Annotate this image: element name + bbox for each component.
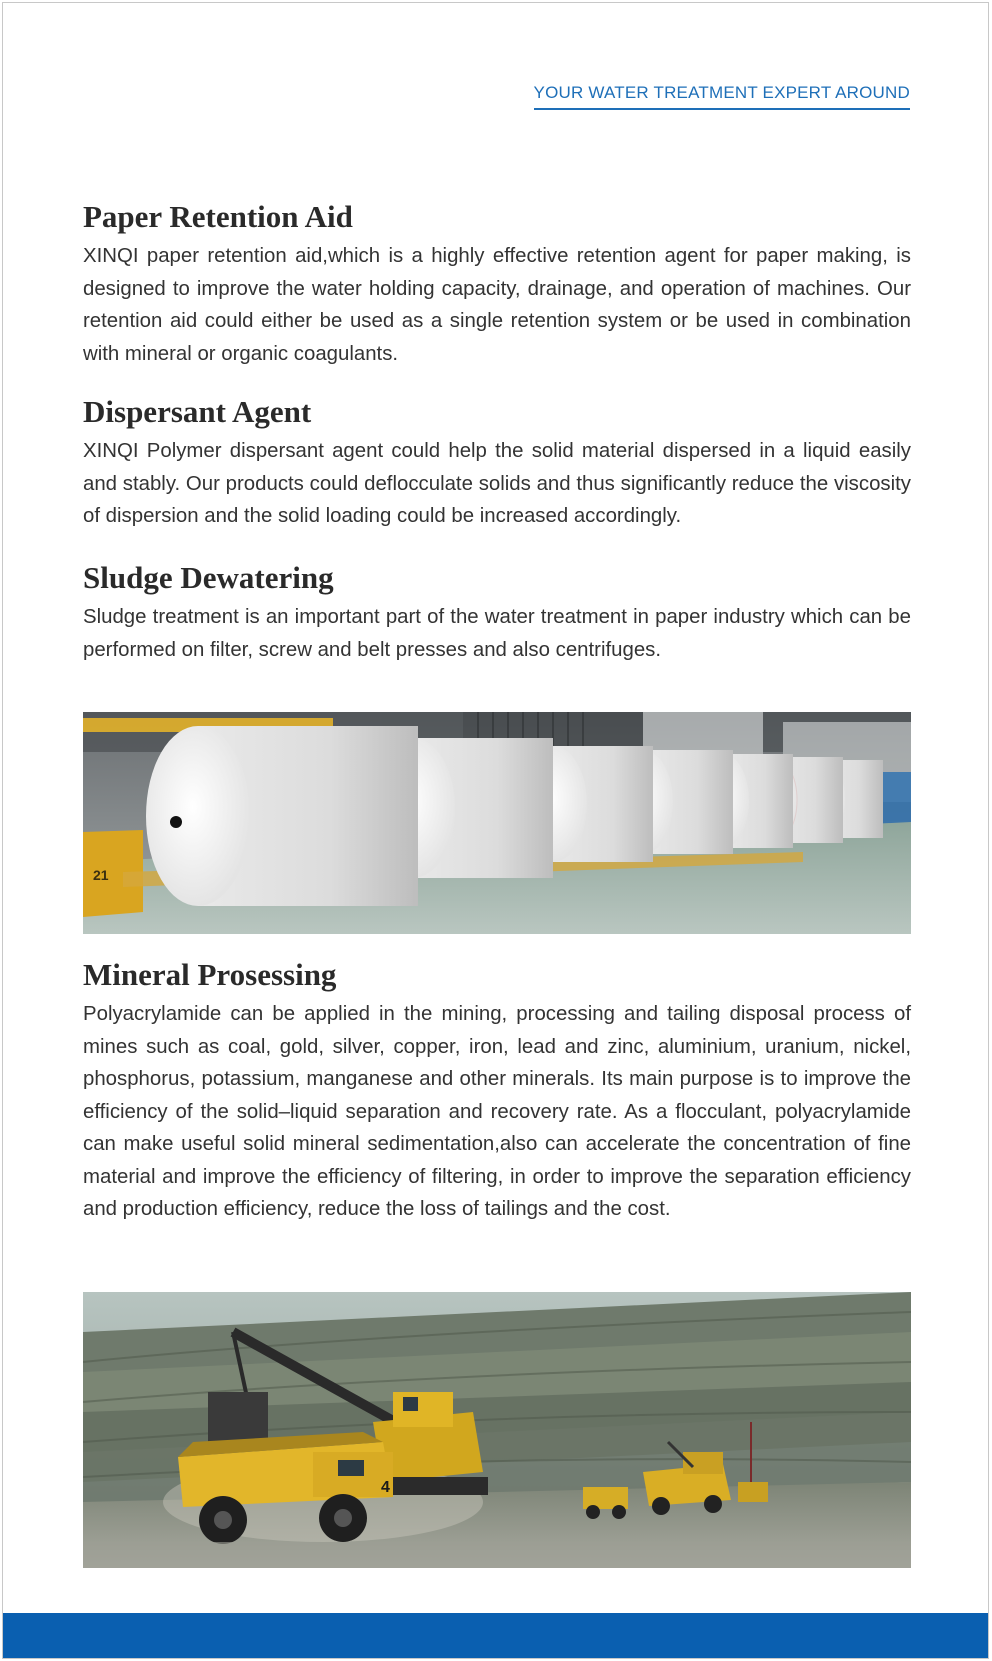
section-title: Sludge Dewatering: [83, 560, 334, 595]
paper-rolls-photo: [83, 712, 911, 934]
section-body: XINQI paper retention aid,which is a highly effective retention agent for paper making, is designed to improve the water holding capacity, drainage, and operation of machines. Our retention aid could either be used as a single retention system or be used in combination with mineral or organic coagulants.: [83, 245, 911, 365]
section-sludge-dewatering: [83, 560, 911, 666]
section-mineral-processing: [83, 957, 911, 1226]
mining-site-photo: [83, 1292, 911, 1568]
section-body: Sludge treatment is an important part of the water treatment in paper industry which can be performed on filter, screw and belt presses and also centrifuges.: [83, 606, 911, 661]
cradle-number: 21: [93, 867, 109, 883]
section-title: Paper Retention Aid: [83, 199, 353, 234]
brochure-page: [2, 2, 989, 1659]
section-title: Dispersant Agent: [83, 394, 312, 429]
section-body: XINQI Polymer dispersant agent could help the solid material dispersed in a liquid easily and stably. Our products could deflocculate solids and thus significantly reduce the viscosity of dispersion and the solid loading could be increased accordingly.: [83, 440, 911, 527]
header-tagline: YOUR WATER TREATMENT EXPERT AROUND: [534, 83, 910, 110]
section-dispersant-agent: [83, 394, 911, 533]
truck-number: 4: [381, 1479, 390, 1496]
section-body: Polyacrylamide can be applied in the mining, processing and tailing disposal process of mines such as coal, gold, silver, copper, iron, lead and zinc, aluminium, uranium, nickel, phosphorus, potassium, manganese and other minerals. Its main purpose is to improve the efficiency of the solid–liquid separation and recovery rate. As a flocculant, polyacrylamide can make useful solid mineral sedimentation,also can accelerate the concentration of fine material and improve the efficiency of filtering, in order to improve the separation efficiency and production efficiency, reduce the loss of tailings and the cost.: [83, 1003, 911, 1220]
section-paper-retention-aid: [83, 199, 911, 370]
footer-bar: [3, 1613, 988, 1658]
section-title: Mineral Prosessing: [83, 957, 337, 992]
